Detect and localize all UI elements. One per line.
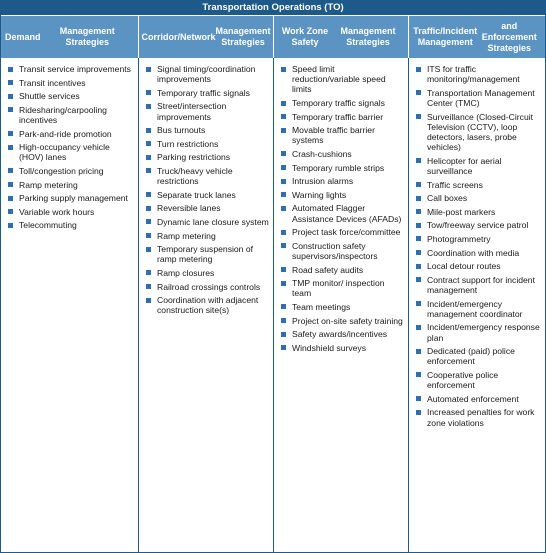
list-item (8, 64, 134, 74)
square-bullet-icon (416, 396, 421, 401)
strategy-column (274, 58, 409, 552)
list-item-text: Surveillance (Closed-Circuit Television (CCTV), loop detectors, lasers, probe vehicles) (427, 111, 534, 153)
list-item (146, 166, 269, 186)
square-bullet-icon (281, 206, 286, 211)
list-item (416, 346, 541, 366)
square-bullet-icon (416, 67, 421, 72)
list-item (8, 180, 134, 190)
square-bullet-icon (146, 128, 151, 133)
list-item-text: Signal timing/coordination improvements (157, 64, 256, 85)
square-bullet-icon (146, 155, 151, 160)
square-bullet-icon (416, 410, 421, 415)
square-bullet-icon (146, 90, 151, 95)
list-item-text: Coordination with media (427, 247, 520, 258)
list-item-text: Separate truck lanes (157, 189, 236, 200)
list-item (281, 265, 404, 275)
square-bullet-icon (416, 264, 421, 269)
list-item-text: Temporary traffic signals (292, 98, 385, 108)
column-header-line: Demand (5, 31, 41, 42)
list-item (281, 149, 404, 159)
column-header-line: Corridor/Network (141, 31, 216, 42)
list-item (146, 295, 269, 315)
list-item-text: High-occupancy vehicle (HOV) lanes (19, 142, 110, 163)
list-item (281, 125, 404, 145)
list-item-text: Temporary traffic barrier (292, 111, 384, 122)
list-item (281, 278, 404, 298)
square-bullet-icon (146, 141, 151, 146)
list-item-text: Variable work hours (19, 206, 95, 217)
square-bullet-icon (281, 128, 286, 133)
square-bullet-icon (281, 332, 286, 337)
list-item (281, 112, 404, 122)
list-item (416, 407, 541, 427)
list-item (281, 176, 404, 186)
column-header (274, 16, 409, 58)
square-bullet-icon (8, 94, 13, 99)
square-bullet-icon (281, 345, 286, 350)
list-item (416, 394, 541, 404)
list-item (416, 370, 541, 390)
list-item-text: Helicopter for aerial surveillance (427, 155, 502, 176)
list-item-text: Temporary suspension of ramp metering (157, 244, 254, 265)
square-bullet-icon (281, 101, 286, 106)
list-item (281, 203, 404, 223)
list-item (416, 64, 541, 84)
list-item-text: Transit service improvements (19, 64, 131, 74)
square-bullet-icon (416, 90, 421, 95)
list-item (281, 329, 404, 339)
list-item-text: Tow/freeway service patrol (427, 220, 529, 231)
square-bullet-icon (8, 80, 13, 85)
strategy-list (146, 64, 269, 316)
list-item (8, 166, 134, 176)
list-item (146, 88, 269, 98)
list-item-text: Bus turnouts (157, 125, 206, 136)
list-item (281, 98, 404, 108)
list-item-text: Transportation Management Center (TMC) (427, 87, 535, 108)
list-item-text: Incident/emergency response plan (427, 322, 540, 343)
square-bullet-icon (8, 223, 13, 228)
column-header-line: Traffic/Incident Management (413, 26, 478, 47)
list-item (146, 139, 269, 149)
list-item (416, 112, 541, 153)
square-bullet-icon (146, 104, 151, 109)
list-item (8, 129, 134, 139)
list-item (281, 227, 404, 237)
square-bullet-icon (8, 182, 13, 187)
list-item (146, 125, 269, 135)
strategy-list (281, 64, 404, 353)
list-item-text: Toll/congestion pricing (19, 165, 104, 176)
list-item (281, 64, 404, 95)
list-item (8, 193, 134, 203)
square-bullet-icon (416, 236, 421, 241)
list-item (8, 220, 134, 230)
list-item-text: Safety awards/incentives (292, 329, 388, 340)
list-item (146, 190, 269, 200)
list-item-text: Truck/heavy vehicle restrictions (157, 165, 233, 187)
square-bullet-icon (281, 230, 286, 235)
list-item (416, 299, 541, 319)
list-item (281, 163, 404, 173)
column-header (409, 16, 545, 58)
list-item (416, 248, 541, 258)
list-item-text: Ramp metering (157, 230, 216, 241)
column-header (139, 16, 274, 58)
square-bullet-icon (416, 196, 421, 201)
list-item-text: Shuttle services (19, 91, 80, 102)
list-item-text: Project task force/committee (292, 227, 401, 238)
list-item-text: Construction safety supervisors/inspectors (292, 240, 378, 261)
list-item (8, 78, 134, 88)
table-body (1, 58, 545, 552)
square-bullet-icon (146, 168, 151, 173)
list-item (416, 88, 541, 108)
square-bullet-icon (146, 247, 151, 252)
square-bullet-icon (416, 114, 421, 119)
square-bullet-icon (416, 277, 421, 282)
square-bullet-icon (416, 158, 421, 163)
strategy-column (1, 58, 139, 552)
square-bullet-icon (281, 165, 286, 170)
list-item-text: Transit incentives (19, 77, 86, 88)
list-item (281, 316, 404, 326)
list-item-text: Mile-post markers (427, 206, 496, 217)
list-item (146, 64, 269, 84)
list-item (146, 101, 269, 121)
list-item-text: Park-and-ride promotion (19, 128, 112, 139)
square-bullet-icon (281, 304, 286, 309)
list-item-text: Street/intersection improvements (157, 101, 227, 122)
square-bullet-icon (8, 107, 13, 112)
square-bullet-icon (416, 349, 421, 354)
list-item-text: ITS for traffic monitoring/management (427, 64, 520, 85)
list-item (281, 190, 404, 200)
square-bullet-icon (281, 67, 286, 72)
list-item-text: Increased penalties for work zone violations (427, 407, 535, 428)
list-item-text: Call boxes (427, 193, 468, 204)
list-item-text: Dynamic lane closure system (157, 216, 269, 227)
list-item (416, 180, 541, 190)
column-header (1, 16, 139, 58)
list-item-text: Windshield surveys (292, 342, 367, 353)
list-item-text: Contract support for incident management (427, 274, 535, 295)
column-header-line: Management Strategies (340, 26, 396, 47)
list-item (416, 322, 541, 342)
square-bullet-icon (416, 372, 421, 377)
list-item (146, 282, 269, 292)
list-item-text: Ridesharing/carpooling incentives (19, 104, 107, 125)
column-header-line: Management Strategies (59, 26, 115, 47)
list-item (8, 207, 134, 217)
list-item-text: Railroad crossings controls (157, 281, 261, 292)
square-bullet-icon (8, 145, 13, 150)
column-header-line: Management Strategies (215, 26, 271, 47)
square-bullet-icon (146, 284, 151, 289)
list-item-text: Crash-cushions (292, 148, 352, 159)
table-title: Transportation Operations (TO) (1, 1, 545, 15)
square-bullet-icon (416, 223, 421, 228)
list-item (416, 193, 541, 203)
strategy-list (8, 64, 134, 231)
list-item-text: Intrusion alarms (292, 176, 354, 187)
list-item-text: Movable traffic barrier systems (292, 125, 375, 146)
square-bullet-icon (146, 67, 151, 72)
square-bullet-icon (281, 243, 286, 248)
list-item-text: Temporary traffic signals (157, 87, 250, 98)
square-bullet-icon (281, 318, 286, 323)
square-bullet-icon (416, 301, 421, 306)
list-item-text: TMP monitor/ inspection team (292, 278, 385, 299)
column-headers (1, 16, 545, 58)
list-item (146, 244, 269, 264)
strategy-column (139, 58, 274, 552)
square-bullet-icon (146, 233, 151, 238)
list-item (416, 261, 541, 271)
list-item (416, 207, 541, 217)
list-item-text: Ramp closures (157, 267, 215, 278)
list-item-text: Temporary rumble strips (292, 162, 385, 173)
list-item (8, 142, 134, 162)
square-bullet-icon (8, 209, 13, 214)
list-item-text: Telecommuting (19, 220, 77, 231)
list-item-text: Ramp metering (19, 179, 78, 190)
list-item (416, 275, 541, 295)
square-bullet-icon (281, 114, 286, 119)
square-bullet-icon (8, 196, 13, 201)
square-bullet-icon (416, 182, 421, 187)
list-item-text: Dedicated (paid) police enforcement (427, 346, 515, 367)
square-bullet-icon (146, 270, 151, 275)
square-bullet-icon (146, 219, 151, 224)
list-item (8, 91, 134, 101)
list-item-text: Warning lights (292, 189, 347, 200)
list-item (146, 231, 269, 241)
square-bullet-icon (146, 192, 151, 197)
list-item (146, 268, 269, 278)
strategy-list (416, 64, 541, 428)
list-item-text: Team meetings (292, 301, 351, 312)
list-item (281, 302, 404, 312)
list-item-text: Parking restrictions (157, 152, 231, 163)
square-bullet-icon (416, 325, 421, 330)
list-item (8, 105, 134, 125)
list-item-text: Automated enforcement (427, 393, 519, 404)
square-bullet-icon (8, 67, 13, 72)
square-bullet-icon (146, 206, 151, 211)
square-bullet-icon (281, 179, 286, 184)
list-item-text: Cooperative police enforcement (427, 369, 499, 391)
list-item (146, 203, 269, 213)
list-item-text: Local detour routes (427, 261, 501, 272)
square-bullet-icon (416, 250, 421, 255)
square-bullet-icon (8, 131, 13, 136)
list-item (416, 220, 541, 230)
list-item-text: Reversible lanes (157, 203, 221, 214)
list-item (416, 234, 541, 244)
list-item (146, 217, 269, 227)
list-item (281, 241, 404, 261)
square-bullet-icon (281, 151, 286, 156)
column-header-line: Work Zone Safety (281, 26, 329, 47)
list-item-text: Incident/emergency management coordinator (427, 298, 523, 319)
list-item (281, 343, 404, 353)
list-item-text: Parking supply management (19, 193, 128, 204)
square-bullet-icon (281, 192, 286, 197)
square-bullet-icon (281, 281, 286, 286)
list-item-text: Turn restrictions (157, 138, 219, 149)
list-item-text: Automated Flagger Assistance Devices (AFADs) (292, 203, 402, 224)
square-bullet-icon (8, 168, 13, 173)
square-bullet-icon (146, 298, 151, 303)
square-bullet-icon (281, 267, 286, 272)
list-item-text: Road safety audits (292, 264, 364, 275)
list-item (416, 156, 541, 176)
strategy-column (409, 58, 545, 552)
list-item-text: Traffic screens (427, 179, 483, 190)
column-header-line: and Enforcement Strategies (481, 20, 537, 53)
list-item-text: Project on-site safety training (292, 315, 403, 326)
list-item-text: Speed limit reduction/variable speed limits (292, 64, 386, 95)
square-bullet-icon (416, 209, 421, 214)
list-item (146, 152, 269, 162)
list-item-text: Photogrammetry (427, 233, 491, 244)
list-item-text: Coordination with adjacent construction site(s) (157, 295, 259, 316)
